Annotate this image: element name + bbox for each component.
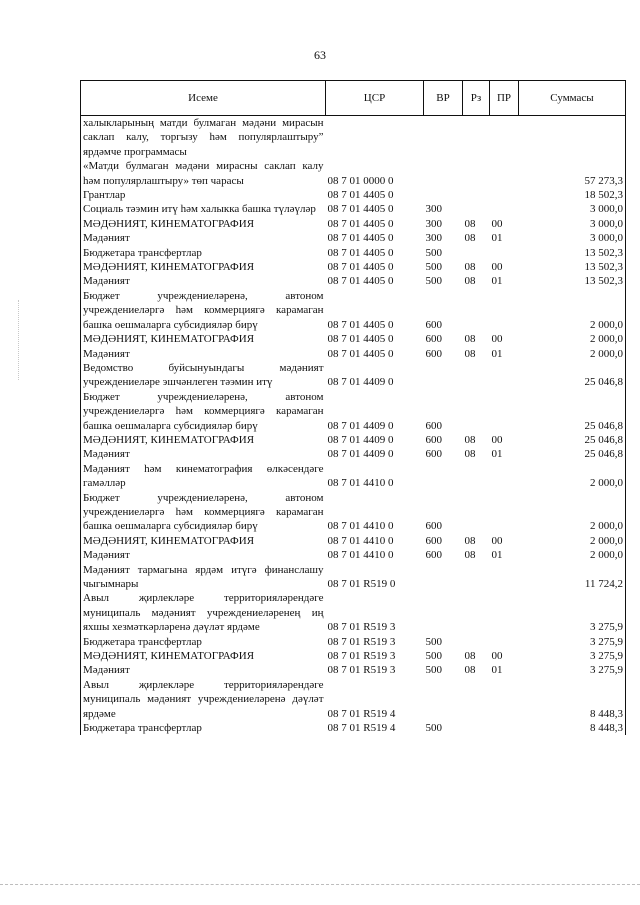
row-name-cell: МӘДӘНИЯТ, КИНЕМАТОГРАФИЯ [81, 260, 326, 274]
row-name-cell: Ведомство буйсынуындагы мәдәният учреждениеләре эшчәнлеген тәэмин итү [81, 361, 326, 390]
row-csr-cell: 08 7 01 4409 0 [327, 433, 394, 446]
table-row [81, 116, 626, 160]
row-rz-cell [463, 678, 490, 721]
table-row [81, 591, 626, 634]
table-row [81, 491, 626, 534]
row-vr-cell [424, 563, 463, 592]
row-vr-cell: 500 [425, 664, 442, 677]
row-sum-cell: 18 502,3 [519, 188, 626, 202]
table-row [81, 332, 626, 346]
row-vr-cell [424, 361, 463, 390]
row-vr-cell: 500 [425, 275, 442, 288]
row-vr-cell [424, 591, 463, 634]
row-rz-cell: 08 [464, 261, 476, 274]
row-rz-cell [463, 635, 490, 649]
row-csr-cell: 08 7 01 4405 0 [327, 246, 394, 259]
row-csr-cell: 08 7 01 4409 0 [327, 419, 394, 432]
row-sum-cell: 11 724,2 [519, 563, 626, 592]
row-csr-cell: 08 7 01 4405 0 [327, 347, 394, 360]
row-vr-cell: 500 [425, 650, 442, 663]
row-sum-cell: 2 000,0 [519, 462, 626, 491]
row-sum-cell: 25 046,8 [519, 361, 626, 390]
row-vr-cell: 600 [425, 433, 442, 446]
row-sum-cell: 2 000,0 [519, 534, 626, 548]
row-pr-cell: 01 [491, 232, 503, 245]
row-vr-cell: 600 [425, 520, 442, 533]
table-row [81, 433, 626, 447]
table-row [81, 188, 626, 202]
table-row [81, 563, 626, 592]
row-sum-cell: 2 000,0 [519, 548, 626, 562]
row-name-cell: Мәдәният һәм кинематография өлкәсендәге гамәлләр [81, 462, 326, 491]
table-row [81, 649, 626, 663]
row-vr-cell: 600 [425, 347, 442, 360]
row-pr-cell [490, 116, 519, 160]
row-rz-cell: 08 [464, 650, 476, 663]
column-header-pr: ПР [490, 81, 519, 116]
row-rz-cell [463, 462, 490, 491]
row-name-cell: Бюджет учреждениеләренә, автоном учреждениеләргә һәм коммерциягә карамаган башка оешмаларга субсидияләр бирү [81, 289, 326, 332]
row-sum-cell: 3 000,0 [519, 231, 626, 245]
row-vr-cell [424, 678, 463, 721]
row-rz-cell: 08 [464, 664, 476, 677]
row-rz-cell [463, 563, 490, 592]
table-row [81, 289, 626, 332]
row-csr-cell: 08 7 01 4410 0 [327, 520, 394, 533]
row-rz-cell [463, 390, 490, 433]
row-pr-cell: 00 [491, 433, 503, 446]
row-csr-cell: 08 7 01 R519 4 [327, 722, 396, 735]
row-name-cell: Мәдәният [81, 347, 326, 361]
row-sum-cell: 57 273,3 [519, 159, 626, 188]
row-rz-cell [463, 721, 490, 735]
row-pr-cell [490, 591, 519, 634]
column-header-sum: Суммасы [519, 81, 626, 116]
row-name-cell: Социаль тәэмин итү һәм халыкка башка түләүләр [81, 202, 326, 216]
table-row [81, 635, 626, 649]
row-pr-cell: 01 [491, 448, 503, 461]
row-sum-cell: 2 000,0 [519, 491, 626, 534]
row-sum-cell: 13 502,3 [519, 274, 626, 288]
row-csr-cell: 08 7 01 4405 0 [327, 232, 394, 245]
row-rz-cell [463, 246, 490, 260]
row-vr-cell: 600 [425, 534, 442, 547]
table-row [81, 534, 626, 548]
row-vr-cell: 300 [425, 217, 442, 230]
row-name-cell: Мәдәният [81, 663, 326, 677]
row-pr-cell [490, 188, 519, 202]
row-sum-cell: 25 046,8 [519, 447, 626, 461]
row-vr-cell [424, 462, 463, 491]
row-rz-cell: 08 [464, 433, 476, 446]
row-name-cell: Бюджетара трансфертлар [81, 635, 326, 649]
table-header [81, 81, 626, 116]
row-rz-cell: 08 [464, 534, 476, 547]
row-csr-cell: 08 7 01 4409 0 [327, 448, 394, 461]
row-rz-cell [463, 202, 490, 216]
table-row [81, 159, 626, 188]
column-header-csr: ЦСР [326, 81, 424, 116]
row-vr-cell: 500 [425, 261, 442, 274]
row-sum-cell: 3 000,0 [519, 202, 626, 216]
row-rz-cell [463, 159, 490, 188]
row-pr-cell: 01 [491, 549, 503, 562]
row-rz-cell: 08 [464, 232, 476, 245]
row-rz-cell: 08 [464, 448, 476, 461]
row-csr-cell: 08 7 01 R519 3 [327, 621, 396, 634]
row-csr-cell: 08 7 01 R519 4 [327, 707, 396, 720]
table-row [81, 447, 626, 461]
row-rz-cell: 08 [464, 217, 476, 230]
row-sum-cell: 2 000,0 [519, 289, 626, 332]
column-header-name: Исеме [81, 81, 326, 116]
row-name-cell: «Матди булмаган мәдәни мирасны саклап калу һәм популярлаштыру» төп чарасы [81, 159, 326, 188]
row-pr-cell [490, 678, 519, 721]
row-pr-cell [490, 390, 519, 433]
row-pr-cell: 01 [491, 275, 503, 288]
row-name-cell: Авыл җирлекләре территорияләрендәге муниципаль мәдәният учреждениеләренең иң яхшы хезмәткәрләренә дәүләт ярдәме [81, 591, 326, 634]
row-vr-cell: 500 [425, 635, 442, 648]
row-pr-cell: 00 [491, 217, 503, 230]
row-csr-cell: 08 7 01 4409 0 [327, 376, 394, 389]
row-name-cell: МӘДӘНИЯТ, КИНЕМАТОГРАФИЯ [81, 534, 326, 548]
row-pr-cell: 00 [491, 650, 503, 663]
row-name-cell: Бюджет учреждениеләренә, автоном учреждениеләргә һәм коммерциягә карамаган башка оешмаларга субсидияләр бирү [81, 491, 326, 534]
row-name-cell: Бюджетара трансфертлар [81, 246, 326, 260]
row-name-cell: МӘДӘНИЯТ, КИНЕМАТОГРАФИЯ [81, 217, 326, 231]
table-body [81, 116, 626, 736]
table-row [81, 390, 626, 433]
row-rz-cell [463, 188, 490, 202]
row-name-cell: Авыл җирлекләре территорияләрендәге муниципаль мәдәният учреждениеләренә дәүләт ярдәме [81, 678, 326, 721]
row-sum-cell: 2 000,0 [519, 347, 626, 361]
row-name-cell: Мәдәният [81, 274, 326, 288]
row-vr-cell [424, 159, 463, 188]
table-row [81, 462, 626, 491]
table-row [81, 663, 626, 677]
row-name-cell: Мәдәният [81, 548, 326, 562]
row-csr-cell: 08 7 01 4405 0 [327, 275, 394, 288]
row-pr-cell: 00 [491, 534, 503, 547]
row-rz-cell: 08 [464, 549, 476, 562]
scan-margin-mark [18, 300, 20, 380]
row-csr-cell: 08 7 01 4405 0 [327, 261, 394, 274]
row-csr-cell: 08 7 01 4405 0 [327, 189, 394, 202]
row-csr-cell: 08 7 01 4410 0 [327, 534, 394, 547]
row-pr-cell [490, 289, 519, 332]
table-row [81, 548, 626, 562]
row-sum-cell: 13 502,3 [519, 260, 626, 274]
budget-table [80, 80, 626, 735]
row-pr-cell [490, 246, 519, 260]
table-row [81, 721, 626, 735]
row-pr-cell [490, 159, 519, 188]
table-row [81, 274, 626, 288]
row-sum-cell: 3 275,9 [519, 591, 626, 634]
row-rz-cell [463, 289, 490, 332]
row-sum-cell: 3 275,9 [519, 635, 626, 649]
row-name-cell: Бюджет учреждениеләренә, автоном учреждениеләргә һәм коммерциягә карамаган башка оешмаларга субсидияләр бирү [81, 390, 326, 433]
row-vr-cell: 500 [425, 722, 442, 735]
row-csr-cell: 08 7 01 4405 0 [327, 203, 394, 216]
table-row [81, 246, 626, 260]
row-name-cell: Мәдәният [81, 231, 326, 245]
row-vr-cell: 600 [425, 318, 442, 331]
row-sum-cell: 25 046,8 [519, 433, 626, 447]
row-pr-cell [490, 361, 519, 390]
row-vr-cell: 600 [425, 549, 442, 562]
row-vr-cell: 300 [425, 232, 442, 245]
row-rz-cell [463, 591, 490, 634]
row-name-cell: МӘДӘНИЯТ, КИНЕМАТОГРАФИЯ [81, 649, 326, 663]
row-pr-cell [490, 462, 519, 491]
row-name-cell: Мәдәният [81, 447, 326, 461]
row-sum-cell: 13 502,3 [519, 246, 626, 260]
row-csr-cell: 08 7 01 4405 0 [327, 217, 394, 230]
row-vr-cell: 600 [425, 333, 442, 346]
table-row [81, 231, 626, 245]
row-sum-cell [519, 116, 626, 160]
row-pr-cell [490, 202, 519, 216]
row-pr-cell [490, 491, 519, 534]
row-vr-cell [424, 188, 463, 202]
row-csr-cell [326, 116, 424, 160]
table-row [81, 347, 626, 361]
table-row [81, 361, 626, 390]
row-sum-cell: 3 275,9 [519, 663, 626, 677]
row-vr-cell: 600 [425, 448, 442, 461]
row-sum-cell: 25 046,8 [519, 390, 626, 433]
page-number: 63 [314, 48, 326, 62]
row-vr-cell: 500 [425, 246, 442, 259]
row-pr-cell [490, 635, 519, 649]
row-csr-cell: 08 7 01 4405 0 [327, 333, 394, 346]
row-sum-cell: 8 448,3 [519, 678, 626, 721]
table-row [81, 678, 626, 721]
table-row [81, 217, 626, 231]
row-csr-cell: 08 7 01 R519 3 [327, 635, 396, 648]
row-csr-cell: 08 7 01 R519 0 [327, 578, 396, 590]
row-name-cell: МӘДӘНИЯТ, КИНЕМАТОГРАФИЯ [81, 433, 326, 447]
row-name-cell: Грантлар [81, 188, 326, 202]
row-rz-cell: 08 [464, 333, 476, 346]
row-pr-cell [490, 563, 519, 592]
row-pr-cell: 01 [491, 347, 503, 360]
column-header-vr: ВР [424, 81, 463, 116]
row-rz-cell [463, 491, 490, 534]
row-pr-cell [490, 721, 519, 735]
row-csr-cell: 08 7 01 R519 3 [327, 664, 396, 677]
row-name-cell: халыкларының матди булмаган мәдәни мирасын саклап калу, торгызу һәм популярлаштыру” ярдәмче программасы [81, 116, 326, 160]
row-rz-cell [463, 116, 490, 160]
row-pr-cell: 00 [491, 261, 503, 274]
column-header-rz: Рз [463, 81, 490, 116]
row-pr-cell: 00 [491, 333, 503, 346]
row-pr-cell: 01 [491, 664, 503, 677]
row-vr-cell: 600 [425, 419, 442, 432]
row-csr-cell: 08 7 01 R519 3 [327, 650, 396, 663]
row-vr-cell [424, 116, 463, 160]
row-rz-cell [463, 361, 490, 390]
row-name-cell: Мәдәният тармагына ярдәм итүгә финанслашу чыгымнары [81, 563, 326, 592]
row-sum-cell: 8 448,3 [519, 721, 626, 735]
row-name-cell: Бюджетара трансфертлар [81, 721, 326, 735]
table-row [81, 202, 626, 216]
row-sum-cell: 2 000,0 [519, 332, 626, 346]
header-row [81, 81, 626, 116]
row-csr-cell: 08 7 01 0000 0 [327, 174, 394, 187]
row-vr-cell: 300 [425, 203, 442, 216]
table-row [81, 260, 626, 274]
row-sum-cell: 3 000,0 [519, 217, 626, 231]
row-csr-cell: 08 7 01 4410 0 [327, 549, 394, 562]
row-sum-cell: 3 275,9 [519, 649, 626, 663]
row-csr-cell: 08 7 01 4405 0 [327, 318, 394, 331]
row-rz-cell: 08 [464, 275, 476, 288]
row-name-cell: МӘДӘНИЯТ, КИНЕМАТОГРАФИЯ [81, 332, 326, 346]
row-rz-cell: 08 [464, 347, 476, 360]
row-csr-cell: 08 7 01 4410 0 [327, 477, 394, 490]
scan-edge-line [0, 884, 640, 885]
